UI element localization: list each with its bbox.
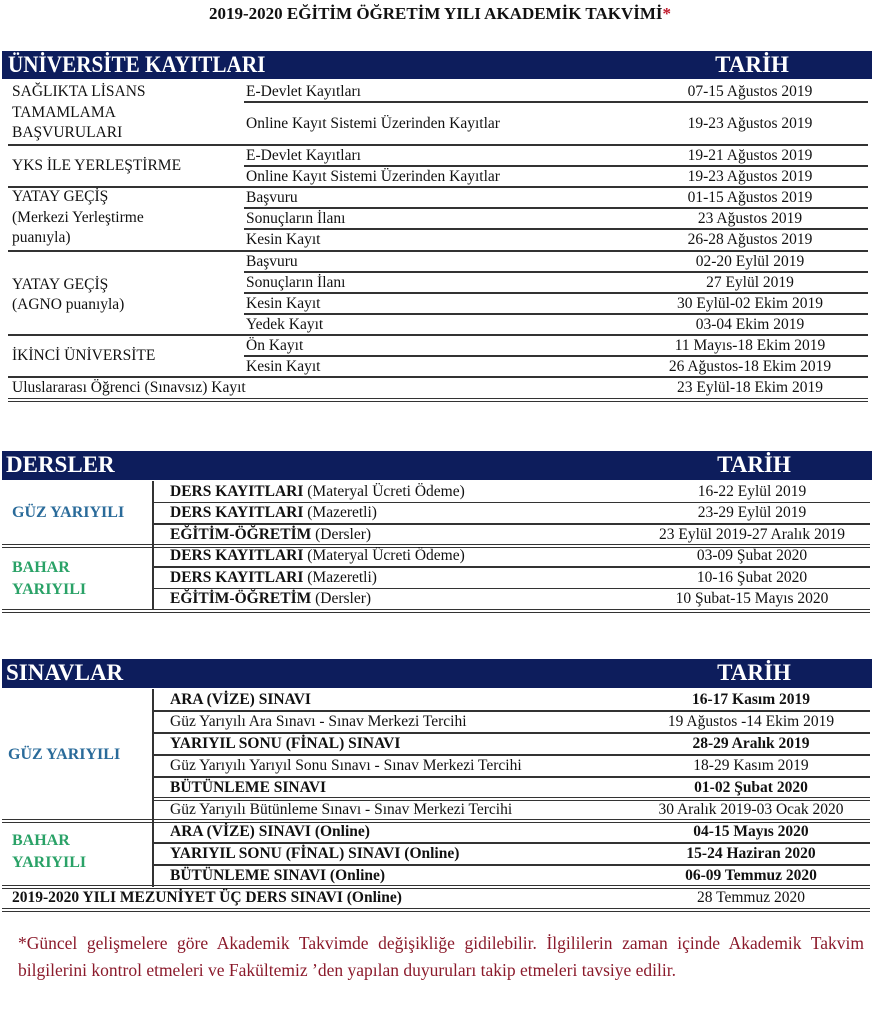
row-item: Kesin Kayıt bbox=[246, 357, 321, 375]
row-date: 01-15 Ağustos 2019 bbox=[687, 188, 813, 206]
exam-row-date: 06-09 Temmuz 2020 bbox=[685, 867, 817, 884]
column-divider bbox=[152, 689, 154, 821]
course-row-item bbox=[170, 482, 465, 502]
bahar-yariyili-label: BAHAR bbox=[12, 558, 70, 576]
title-text: 2019-2020 EĞİTİM ÖĞRETİM YILI AKADEMİK TAKVİMİ bbox=[208, 4, 663, 23]
row-item: Kesin Kayıt bbox=[246, 231, 321, 248]
group-label-line: YATAY GEÇİŞ bbox=[12, 275, 109, 293]
exam-row-title: YARIYIL SONU (FİNAL) SINAVI bbox=[170, 735, 401, 752]
row-divider bbox=[244, 101, 868, 103]
bahar-yariyili-label: YARIYILI bbox=[12, 854, 87, 871]
course-row-item bbox=[170, 525, 371, 545]
row-item: Yedek Kayıt bbox=[246, 315, 324, 333]
exam-row-date: 15-24 Haziran 2020 bbox=[686, 845, 816, 862]
intl-student-label: Uluslararası Öğrenci (Sınavsız) Kayıt bbox=[12, 379, 246, 396]
course-row-bold: DERS KAYITLARI bbox=[170, 482, 304, 500]
course-row-detail: (Mazeretli) bbox=[303, 504, 377, 522]
graduation-exam-date: 28 Temmuz 2020 bbox=[697, 889, 805, 906]
group-label-line: (Merkezi Yerleştirme bbox=[12, 208, 144, 226]
row-date: 02-20 Eylül 2019 bbox=[695, 252, 805, 270]
course-row-date: 10 Şubat-15 Mayıs 2020 bbox=[675, 590, 829, 608]
course-row-detail: (Materyal Ücreti Ödeme) bbox=[303, 547, 465, 565]
row-date: 07-15 Ağustos 2019 bbox=[687, 82, 813, 100]
graduation-exam-label: 2019-2020 YILI MEZUNİYET ÜÇ DERS SINAVI (Online) bbox=[12, 889, 402, 906]
exam-row-date: 28-29 Aralık 2019 bbox=[692, 735, 810, 752]
group-label-line: SAĞLIKTA LİSANS bbox=[12, 83, 146, 100]
row-date: 27 Eylül 2019 bbox=[706, 273, 794, 291]
exam-row-date: 16-17 Kasım 2019 bbox=[692, 691, 810, 708]
row-item: E-Devlet Kayıtları bbox=[246, 82, 361, 100]
row-date: 30 Eylül-02 Ekim 2019 bbox=[677, 294, 823, 312]
course-row-date: 23 Eylül 2019-27 Aralık 2019 bbox=[659, 525, 845, 543]
course-row-item bbox=[170, 568, 377, 588]
table-bottom-border bbox=[2, 609, 870, 613]
course-row-bold: DERS KAYITLARI bbox=[170, 504, 304, 522]
row-date: 26-28 Ağustos 2019 bbox=[687, 231, 813, 248]
group-label-line: BAŞVURULARI bbox=[12, 124, 123, 141]
course-row-date: 16-22 Eylül 2019 bbox=[697, 482, 807, 500]
row-item: Başvuru bbox=[246, 252, 298, 270]
intl-student-date: 23 Eylül-18 Ekim 2019 bbox=[677, 379, 823, 396]
exam-row-date: 01-02 Şubat 2020 bbox=[694, 779, 808, 796]
course-row-bold: EĞİTİM-ÖĞRETİM bbox=[170, 590, 312, 608]
course-row-detail: (Materyal Ücreti Ödeme) bbox=[303, 482, 465, 500]
dersler-date-header: TARİH bbox=[717, 452, 791, 477]
exam-row-title: ARA (VİZE) SINAVI (Online) bbox=[170, 823, 370, 840]
dersler-header bbox=[2, 451, 872, 480]
row-item: Ön Kayıt bbox=[246, 336, 304, 354]
course-row-bold: DERS KAYITLARI bbox=[170, 547, 304, 565]
group-label-line: (AGNO puanıyla) bbox=[12, 296, 125, 313]
table-bottom-border bbox=[8, 398, 868, 402]
row-item: Kesin Kayıt bbox=[246, 294, 321, 312]
row-item: Online Kayıt Sistemi Üzerinden Kayıtlar bbox=[246, 167, 500, 185]
exam-row-title: ARA (VİZE) SINAVI bbox=[170, 691, 311, 708]
asterisk-mark: * bbox=[662, 4, 672, 23]
group-label-line: YKS İLE YERLEŞTİRME bbox=[12, 156, 182, 174]
column-divider bbox=[152, 481, 154, 546]
kayitlar-header-title: ÜNİVERSİTE KAYITLARI bbox=[8, 52, 266, 77]
bahar-yariyili-label: BAHAR bbox=[12, 832, 70, 849]
course-row-detail: (Mazeretli) bbox=[303, 568, 377, 586]
course-row-detail: (Dersler) bbox=[311, 590, 372, 608]
row-item: Sonuçların İlanı bbox=[246, 209, 346, 227]
course-row-bold: DERS KAYITLARI bbox=[170, 568, 304, 586]
course-row-date: 23-29 Eylül 2019 bbox=[697, 504, 807, 522]
course-row-detail: (Dersler) bbox=[311, 525, 372, 543]
exam-row-title: YARIYIL SONU (FİNAL) SINAVI (Online) bbox=[170, 845, 460, 862]
exam-row-title: BÜTÜNLEME SINAVI bbox=[170, 779, 327, 796]
guz-yariyili-label: GÜZ YARIYILI bbox=[8, 746, 121, 763]
row-item: Sonuçların İlanı bbox=[246, 273, 346, 291]
dersler-header-title: DERSLER bbox=[6, 452, 115, 477]
row-item: Başvuru bbox=[246, 188, 298, 206]
row-date: 19-21 Ağustos 2019 bbox=[687, 146, 813, 164]
exam-row-date: 04-15 Mayıs 2020 bbox=[693, 823, 809, 840]
column-divider bbox=[152, 821, 154, 887]
exam-row-detail: Güz Yarıyılı Yarıyıl Sonu Sınavı - Sınav Merkezi Tercihi bbox=[170, 757, 522, 774]
group-label-line: puanıyla) bbox=[12, 229, 71, 247]
course-row-date: 03-09 Şubat 2020 bbox=[696, 547, 808, 565]
course-row-item bbox=[170, 503, 377, 523]
sinavlar-header bbox=[2, 659, 872, 688]
exam-row-date: 18-29 Kasım 2019 bbox=[693, 757, 809, 774]
row-item: Online Kayıt Sistemi Üzerinden Kayıtlar bbox=[246, 114, 500, 132]
kayitlar-header bbox=[2, 51, 872, 79]
guz-yariyili-label: GÜZ YARIYILI bbox=[12, 504, 125, 522]
sinavlar-date-header: TARİH bbox=[717, 660, 791, 685]
exam-row-detail: Güz Yarıyılı Bütünleme Sınavı - Sınav Merkezi Tercihi bbox=[170, 801, 513, 818]
row-date: 03-04 Ekim 2019 bbox=[695, 315, 805, 333]
group-label-line: TAMAMLAMA bbox=[12, 103, 116, 121]
group-label-line: YATAY GEÇİŞ bbox=[12, 188, 109, 206]
course-row-bold: EĞİTİM-ÖĞRETİM bbox=[170, 525, 312, 543]
exam-row-detail: Güz Yarıyılı Ara Sınavı - Sınav Merkezi Tercihi bbox=[170, 713, 467, 730]
row-date: 11 Mayıs-18 Ekim 2019 bbox=[674, 336, 826, 354]
exam-row-date: 30 Aralık 2019-03 Ocak 2020 bbox=[658, 801, 844, 818]
kayitlar-date-header: TARİH bbox=[715, 52, 789, 77]
page-title bbox=[0, 4, 880, 24]
course-row-date: 10-16 Şubat 2020 bbox=[696, 568, 808, 586]
row-date: 26 Ağustos-18 Ekim 2019 bbox=[668, 357, 832, 375]
row-item: E-Devlet Kayıtları bbox=[246, 146, 361, 164]
course-row-item bbox=[170, 589, 371, 609]
exam-row-title: BÜTÜNLEME SINAVI (Online) bbox=[170, 867, 386, 884]
exam-row-date: 19 Ağustos -14 Ekim 2019 bbox=[667, 713, 835, 730]
bahar-yariyili-label: YARIYILI bbox=[12, 580, 87, 598]
column-divider bbox=[152, 546, 154, 611]
disclaimer-note: *Güncel gelişmelere göre Akademik Takvimde değişikliğe gidilebilir. İlgililerin zaman içinde Akademik Takvim bilgilerini kontrol etmeleri ve Fakültemiz ’den yapılan duyuruları takip etmeleri tavsiye edilir. bbox=[18, 933, 864, 980]
group-label-line: İKİNCİ ÜNİVERSİTE bbox=[12, 346, 156, 364]
sinavlar-header-title: SINAVLAR bbox=[6, 660, 124, 685]
row-date: 19-23 Ağustos 2019 bbox=[687, 114, 813, 132]
table-bottom-border bbox=[2, 908, 870, 912]
row-date: 19-23 Ağustos 2019 bbox=[687, 167, 813, 185]
row-date: 23 Ağustos 2019 bbox=[697, 209, 803, 227]
course-row-item bbox=[170, 546, 465, 566]
